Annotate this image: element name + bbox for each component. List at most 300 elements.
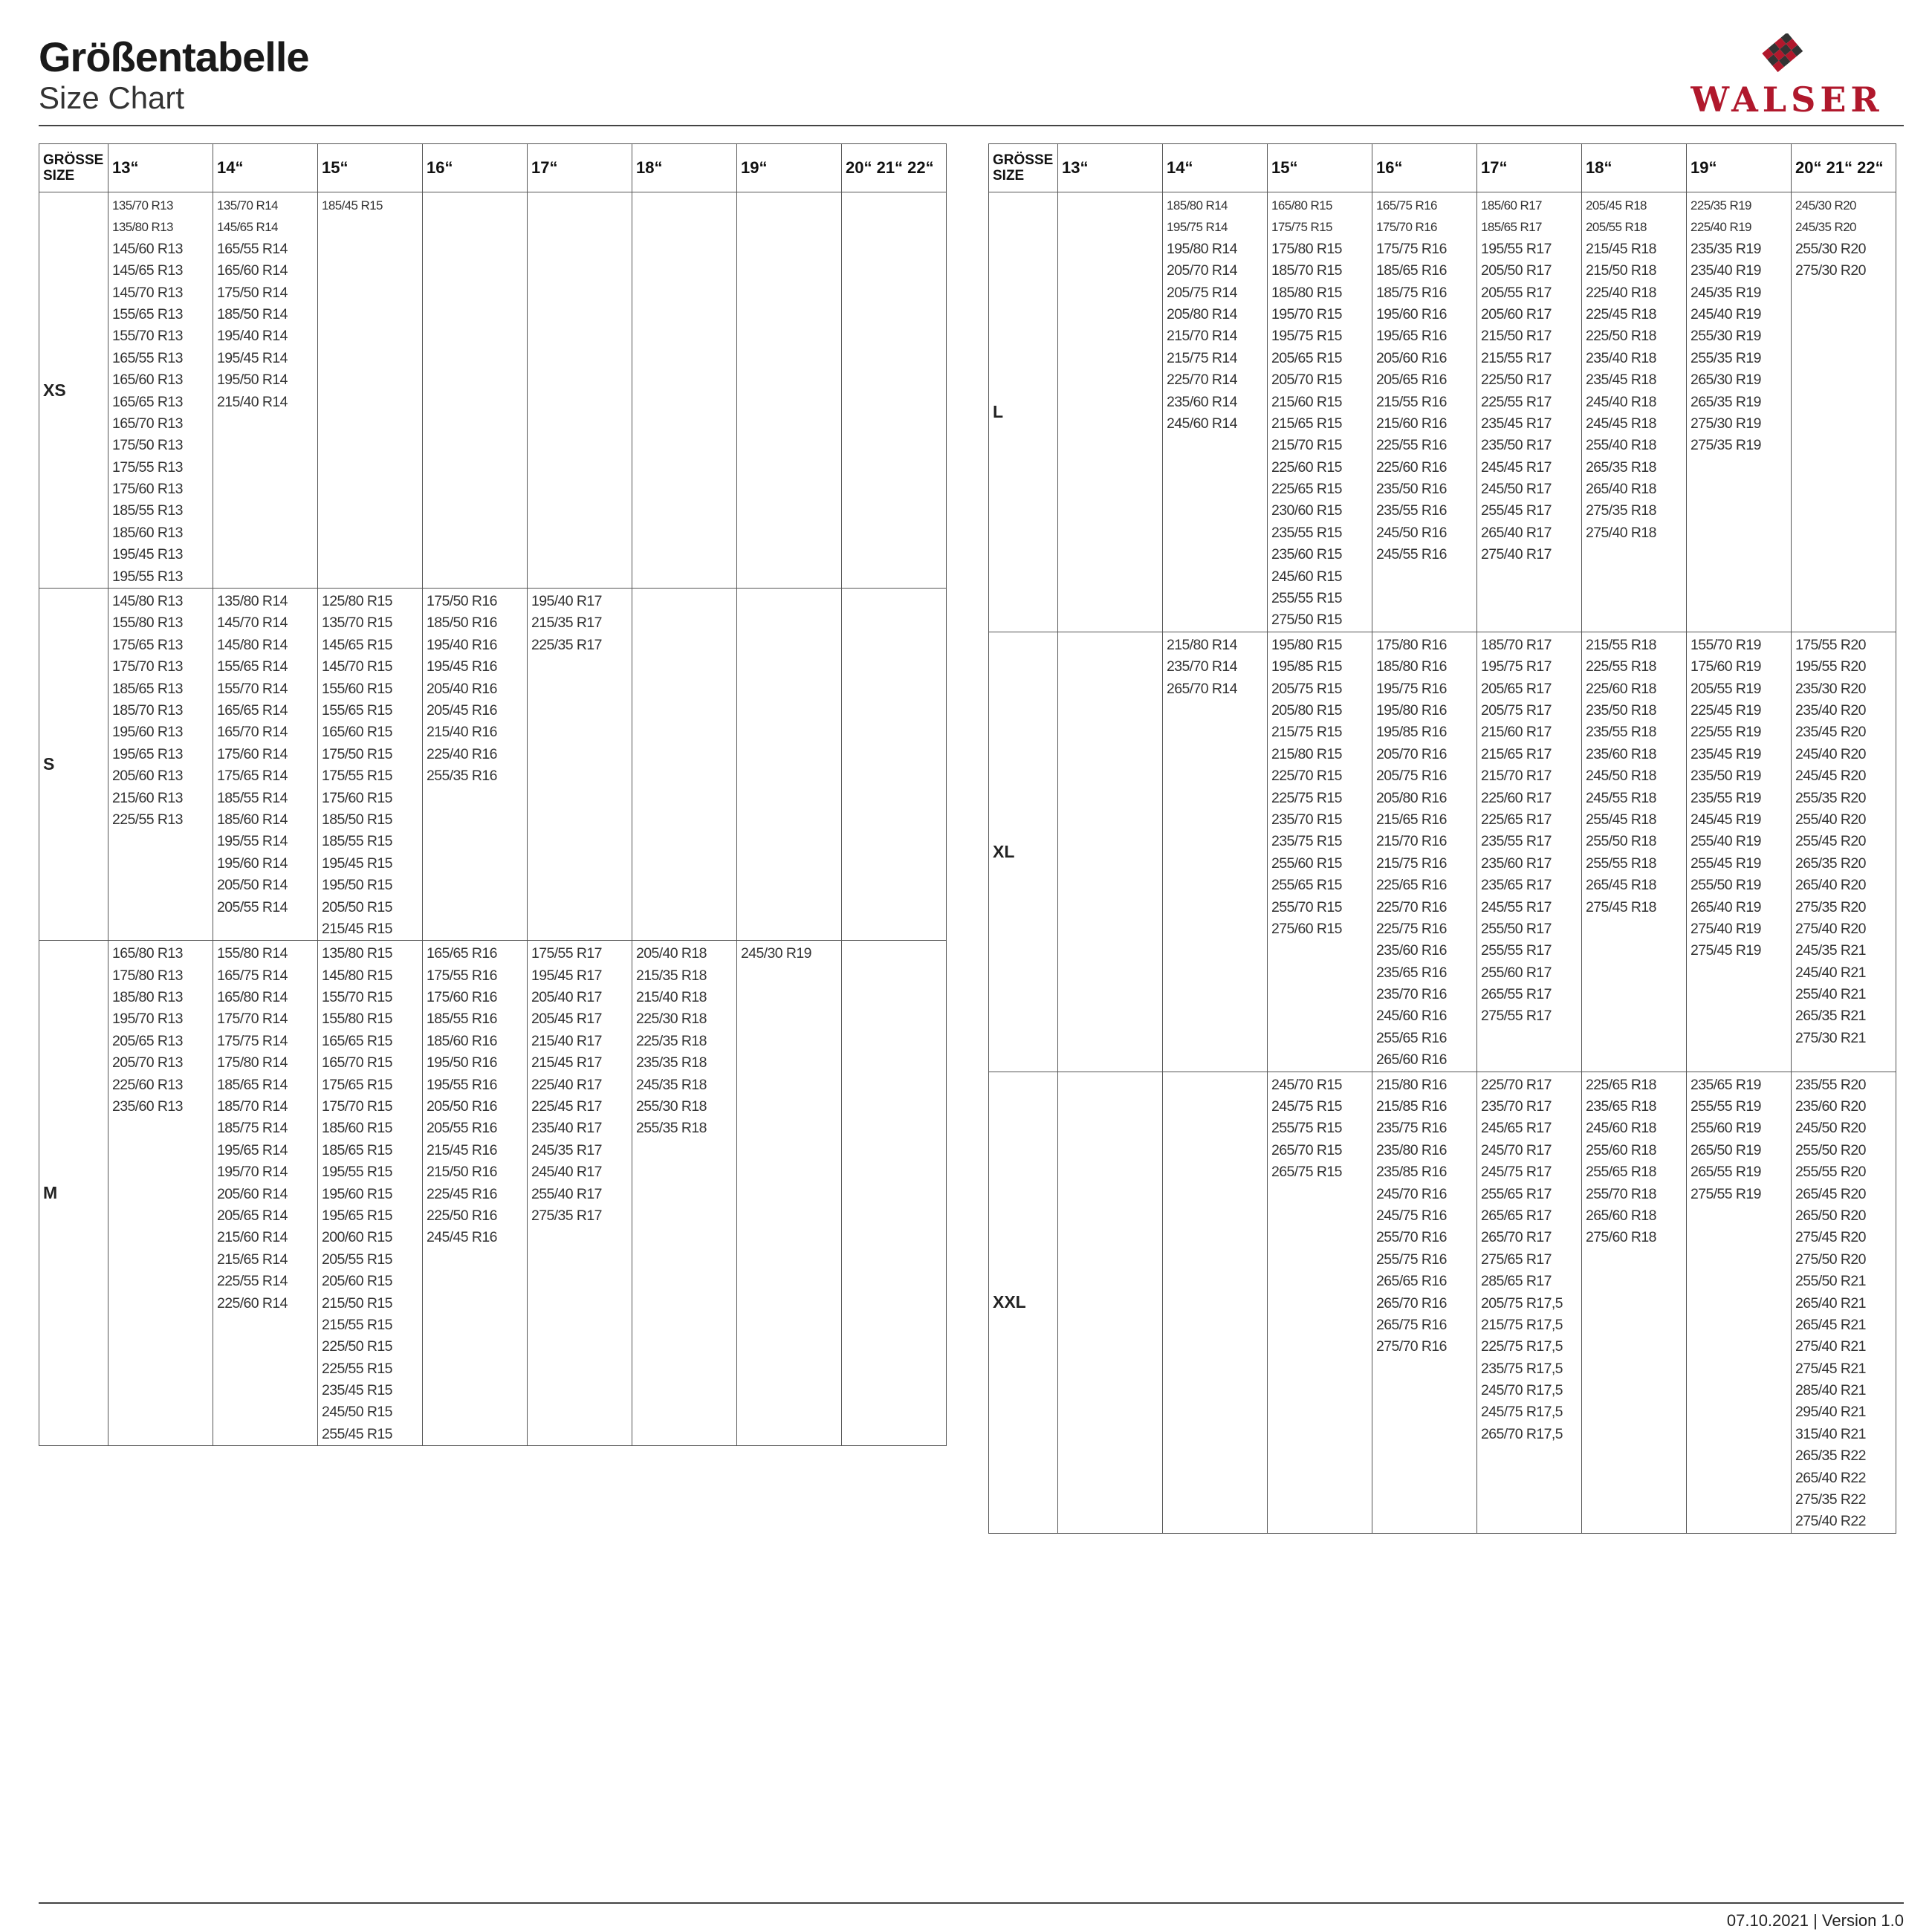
tire-size: 265/40 R22 <box>1795 1469 1866 1486</box>
tire-size: 295/40 R21 <box>1795 1404 1866 1421</box>
tire-size: 255/45 R19 <box>1690 855 1761 872</box>
tire-size: 245/50 R18 <box>1586 768 1656 785</box>
tire-size: 245/65 R17 <box>1481 1120 1552 1137</box>
size-label: L <box>989 192 1058 632</box>
table-cell <box>1792 1072 1896 1533</box>
tire-size: 265/35 R18 <box>1586 458 1656 476</box>
tire-size: 285/65 R17 <box>1481 1273 1552 1290</box>
tire-size: 215/40 R16 <box>427 724 497 741</box>
tire-size: 195/55 R16 <box>427 1076 497 1093</box>
tire-size: 235/75 R17,5 <box>1481 1360 1563 1377</box>
tire-size: 245/75 R17 <box>1481 1164 1552 1181</box>
tire-size: 235/60 R20 <box>1795 1098 1866 1115</box>
tire-size: 195/55 R20 <box>1795 658 1866 675</box>
tire-size: 215/40 R18 <box>636 989 707 1006</box>
tire-size: 255/50 R17 <box>1481 920 1552 937</box>
tire-size: 185/50 R16 <box>427 615 497 632</box>
tire-size: 265/65 R16 <box>1376 1273 1447 1290</box>
table-row <box>989 192 1896 632</box>
tire-size: 175/65 R15 <box>322 1076 392 1093</box>
tire-size: 145/70 R13 <box>112 284 183 301</box>
tire-size: 275/40 R18 <box>1586 524 1656 541</box>
tire-size: 255/35 R20 <box>1795 789 1866 806</box>
tire-size: 255/40 R19 <box>1690 833 1761 850</box>
tire-size: 225/70 R17 <box>1481 1076 1552 1093</box>
tire-size: 205/75 R17 <box>1481 701 1552 719</box>
tire-size: 205/75 R15 <box>1271 680 1342 697</box>
footer-date-version: 07.10.2021 | Version 1.0 <box>1726 1911 1904 1930</box>
tire-size: 205/65 R16 <box>1376 372 1447 389</box>
table-cell <box>1372 192 1477 632</box>
tire-size: 255/50 R18 <box>1586 833 1656 850</box>
tire-size: 245/35 R20 <box>1795 220 1856 235</box>
tire-size: 245/70 R17,5 <box>1481 1382 1563 1399</box>
tire-size: 195/55 R15 <box>322 1164 392 1181</box>
tire-size: 205/50 R16 <box>427 1098 497 1115</box>
tire-size: 225/65 R15 <box>1271 481 1342 498</box>
tire-size: 245/55 R18 <box>1586 789 1656 806</box>
tire-size: 175/80 R16 <box>1376 636 1447 653</box>
tire-size: 205/80 R16 <box>1376 789 1447 806</box>
tire-size: 225/55 R17 <box>1481 393 1552 410</box>
tire-size: 255/35 R19 <box>1690 349 1761 366</box>
header-row <box>989 144 1896 192</box>
tire-size: 195/65 R15 <box>322 1207 392 1224</box>
tire-size: 215/35 R18 <box>636 967 707 984</box>
tire-size: 235/60 R18 <box>1586 745 1656 762</box>
tire-size: 235/60 R17 <box>1481 855 1552 872</box>
tire-size: 245/75 R17,5 <box>1481 1404 1563 1421</box>
tire-size: 215/65 R16 <box>1376 811 1447 828</box>
rim-column-header: 19“ <box>1687 144 1792 192</box>
table-cell <box>528 589 632 941</box>
tire-size: 135/70 R14 <box>217 198 278 213</box>
tire-size: 235/40 R20 <box>1795 701 1866 719</box>
tire-size: 205/55 R17 <box>1481 284 1552 301</box>
tire-size: 235/40 R19 <box>1690 262 1761 279</box>
tire-size: 265/40 R17 <box>1481 524 1552 541</box>
tire-size: 245/50 R17 <box>1481 481 1552 498</box>
table-row <box>39 589 947 941</box>
tire-size: 225/55 R16 <box>1376 437 1447 454</box>
tire-size: 275/30 R21 <box>1795 1029 1866 1046</box>
tire-size: 225/60 R18 <box>1586 680 1656 697</box>
tire-size: 195/75 R17 <box>1481 658 1552 675</box>
tire-size: 185/55 R16 <box>427 1011 497 1028</box>
tire-size: 275/70 R16 <box>1376 1338 1447 1355</box>
tire-size: 195/60 R16 <box>1376 305 1447 322</box>
tire-size: 245/45 R18 <box>1586 415 1656 432</box>
tire-size: 245/35 R18 <box>636 1076 707 1093</box>
tire-size: 265/45 R21 <box>1795 1316 1866 1333</box>
tire-size: 165/70 R15 <box>322 1054 392 1072</box>
tire-size: 245/30 R19 <box>741 945 811 962</box>
tire-size: 245/50 R20 <box>1795 1120 1866 1137</box>
tire-size: 185/75 R16 <box>1376 284 1447 301</box>
tire-size: 185/65 R13 <box>112 680 183 697</box>
rim-column-header: 14“ <box>1163 144 1268 192</box>
tire-size: 215/75 R15 <box>1271 724 1342 741</box>
tire-size: 185/60 R15 <box>322 1120 392 1137</box>
tire-size: 135/70 R13 <box>112 198 173 213</box>
tire-size: 265/35 R20 <box>1795 855 1866 872</box>
tire-size: 265/40 R18 <box>1586 481 1656 498</box>
tire-size: 235/55 R16 <box>1376 502 1447 519</box>
size-chart-table-l-xl-xxl <box>988 143 1896 1534</box>
tire-size: 195/85 R15 <box>1271 658 1342 675</box>
tire-size: 225/50 R16 <box>427 1207 497 1224</box>
tire-size: 265/70 R17 <box>1481 1229 1552 1246</box>
tire-size: 205/45 R18 <box>1586 198 1647 213</box>
tire-size: 255/55 R18 <box>1586 855 1656 872</box>
tire-size: 255/45 R20 <box>1795 833 1866 850</box>
tire-size: 195/55 R17 <box>1481 240 1552 257</box>
size-header-line: SIZE <box>993 168 1025 184</box>
tire-size: 215/75 R14 <box>1167 349 1237 366</box>
tire-size: 155/60 R15 <box>322 680 392 697</box>
table-cell <box>1163 1072 1268 1533</box>
tire-size: 135/70 R15 <box>322 615 392 632</box>
tire-size: 255/40 R18 <box>1586 437 1656 454</box>
size-label: S <box>39 589 108 941</box>
tire-size: 205/50 R17 <box>1481 262 1552 279</box>
tire-size: 135/80 R13 <box>112 220 173 235</box>
tire-size: 225/45 R17 <box>531 1098 602 1115</box>
tire-size: 255/30 R19 <box>1690 328 1761 345</box>
tire-size: 185/55 R13 <box>112 502 183 519</box>
tire-size: 225/50 R15 <box>322 1338 392 1355</box>
rim-column-header: 17“ <box>528 144 632 192</box>
tire-size: 215/80 R14 <box>1167 636 1237 653</box>
tire-size: 225/70 R15 <box>1271 768 1342 785</box>
tire-size: 205/65 R13 <box>112 1032 183 1049</box>
tire-size: 155/70 R15 <box>322 989 392 1006</box>
tire-size: 225/55 R19 <box>1690 724 1761 741</box>
rim-column-header: 20“ 21“ 22“ <box>1792 144 1896 192</box>
table-cell <box>108 941 213 1446</box>
tire-size: 245/55 R17 <box>1481 898 1552 915</box>
table-cell <box>213 192 318 589</box>
tire-size: 175/70 R13 <box>112 658 183 675</box>
tire-size: 205/45 R17 <box>531 1011 602 1028</box>
tire-size: 175/60 R19 <box>1690 658 1761 675</box>
tire-size: 185/65 R14 <box>217 1076 288 1093</box>
rim-column-header: 19“ <box>737 144 842 192</box>
rim-column-header: 15“ <box>1268 144 1372 192</box>
table-cell <box>1582 192 1687 632</box>
tire-size: 175/70 R15 <box>322 1098 392 1115</box>
tire-size: 185/80 R16 <box>1376 658 1447 675</box>
tire-size: 165/65 R13 <box>112 393 183 410</box>
tire-size: 195/45 R13 <box>112 546 183 563</box>
tire-size: 145/80 R14 <box>217 636 288 653</box>
tire-size: 265/45 R20 <box>1795 1185 1866 1202</box>
table-cell <box>1477 1072 1582 1533</box>
tire-size: 215/45 R16 <box>427 1141 497 1158</box>
tire-size: 245/60 R18 <box>1586 1120 1656 1137</box>
table-cell <box>1058 1072 1163 1533</box>
table-cell <box>1163 192 1268 632</box>
tire-size: 235/50 R16 <box>1376 481 1447 498</box>
tire-size: 215/50 R15 <box>322 1294 392 1312</box>
table-cell <box>1582 632 1687 1072</box>
tire-size: 135/80 R15 <box>322 945 392 962</box>
tire-size: 275/40 R20 <box>1795 920 1866 937</box>
tire-size: 195/65 R14 <box>217 1141 288 1158</box>
tire-size: 255/60 R18 <box>1586 1141 1656 1158</box>
tire-size: 245/75 R16 <box>1376 1207 1447 1224</box>
tire-size: 235/55 R17 <box>1481 833 1552 850</box>
tire-size: 195/80 R16 <box>1376 701 1447 719</box>
tire-size: 215/40 R14 <box>217 393 288 410</box>
tire-size: 255/75 R16 <box>1376 1251 1447 1268</box>
tire-size: 145/80 R15 <box>322 967 392 984</box>
tire-size: 265/50 R20 <box>1795 1207 1866 1224</box>
tire-size: 175/60 R14 <box>217 745 288 762</box>
table-cell <box>1163 632 1268 1072</box>
tire-size: 275/45 R19 <box>1690 942 1761 959</box>
tire-size: 215/75 R16 <box>1376 855 1447 872</box>
rim-column-header: 14“ <box>213 144 318 192</box>
tire-size: 205/75 R14 <box>1167 284 1237 301</box>
tire-size: 265/50 R19 <box>1690 1141 1761 1158</box>
tire-size: 185/65 R16 <box>1376 262 1447 279</box>
tire-size: 265/45 R18 <box>1586 877 1656 894</box>
tire-size: 255/65 R15 <box>1271 877 1342 894</box>
tire-size: 205/80 R14 <box>1167 305 1237 322</box>
tire-size: 235/45 R20 <box>1795 724 1866 741</box>
tire-size: 175/50 R13 <box>112 437 183 454</box>
tire-size: 195/50 R14 <box>217 372 288 389</box>
table-cell <box>1372 632 1477 1072</box>
tire-size: 225/50 R17 <box>1481 372 1552 389</box>
tire-size: 215/35 R17 <box>531 615 602 632</box>
tire-size: 225/75 R16 <box>1376 920 1447 937</box>
tire-size: 235/55 R19 <box>1690 789 1761 806</box>
tire-size: 225/60 R17 <box>1481 789 1552 806</box>
tire-size: 185/80 R13 <box>112 989 183 1006</box>
tire-size: 205/65 R17 <box>1481 680 1552 697</box>
tire-size: 205/75 R16 <box>1376 768 1447 785</box>
tire-size: 245/60 R16 <box>1376 1008 1447 1025</box>
brand-wordmark: WALSER <box>1690 80 1884 120</box>
tire-size: 195/40 R14 <box>217 328 288 345</box>
tire-size: 255/55 R20 <box>1795 1164 1866 1181</box>
table-cell <box>632 589 737 941</box>
table-cell <box>737 941 842 1446</box>
tire-size: 195/65 R13 <box>112 745 183 762</box>
table-cell <box>1058 192 1163 632</box>
tire-size: 255/45 R17 <box>1481 502 1552 519</box>
tire-size: 255/65 R16 <box>1376 1029 1447 1046</box>
tire-size: 215/60 R15 <box>1271 393 1342 410</box>
tire-size: 175/55 R15 <box>322 768 392 785</box>
tire-size: 175/75 R16 <box>1376 240 1447 257</box>
table-cell <box>1477 192 1582 632</box>
tire-size: 235/60 R13 <box>112 1098 183 1115</box>
tire-size: 245/45 R17 <box>1481 458 1552 476</box>
tire-size: 235/85 R16 <box>1376 1164 1447 1181</box>
table-row <box>989 632 1896 1072</box>
tire-size: 275/60 R15 <box>1271 920 1342 937</box>
tire-size: 185/65 R17 <box>1481 220 1542 235</box>
tire-size: 175/55 R17 <box>531 945 602 962</box>
tire-size: 275/40 R17 <box>1481 546 1552 563</box>
tire-size: 235/70 R16 <box>1376 986 1447 1003</box>
header-divider <box>39 125 1904 126</box>
table-cell <box>108 589 213 941</box>
tire-size: 155/70 R19 <box>1690 636 1761 653</box>
tire-size: 175/80 R14 <box>217 1054 288 1072</box>
table-cell <box>1792 632 1896 1072</box>
table-cell <box>842 192 947 589</box>
tire-size: 225/30 R18 <box>636 1011 707 1028</box>
tire-size: 175/60 R15 <box>322 789 392 806</box>
table-cell <box>737 589 842 941</box>
tire-size: 185/75 R14 <box>217 1120 288 1137</box>
tire-size: 195/45 R14 <box>217 349 288 366</box>
tire-size: 195/60 R14 <box>217 855 288 872</box>
tire-size: 205/50 R15 <box>322 898 392 915</box>
tire-size: 185/60 R17 <box>1481 198 1542 213</box>
tire-size: 205/60 R17 <box>1481 305 1552 322</box>
tire-size: 155/65 R13 <box>112 305 183 322</box>
table-cell <box>1058 632 1163 1072</box>
tire-size: 215/75 R17,5 <box>1481 1316 1563 1333</box>
tire-size: 255/70 R15 <box>1271 898 1342 915</box>
tire-size: 215/65 R17 <box>1481 745 1552 762</box>
tire-size: 235/60 R15 <box>1271 546 1342 563</box>
tire-size: 165/80 R15 <box>1271 198 1332 213</box>
tire-size: 165/65 R16 <box>427 945 497 962</box>
tire-size: 205/70 R13 <box>112 1054 183 1072</box>
tire-size: 275/40 R22 <box>1795 1513 1866 1530</box>
tire-size: 225/70 R14 <box>1167 372 1237 389</box>
tire-size: 255/35 R16 <box>427 768 497 785</box>
tire-size: 175/50 R14 <box>217 284 288 301</box>
tire-size: 165/75 R14 <box>217 967 288 984</box>
table-cell <box>1477 632 1582 1072</box>
size-chart-table-xs-s-m <box>39 143 947 1446</box>
tire-size: 215/70 R15 <box>1271 437 1342 454</box>
tire-size: 245/45 R19 <box>1690 811 1761 828</box>
tire-size: 225/35 R18 <box>636 1032 707 1049</box>
rim-column-header: 17“ <box>1477 144 1582 192</box>
tire-size: 275/30 R20 <box>1795 262 1866 279</box>
tire-size: 195/70 R13 <box>112 1011 183 1028</box>
tire-size: 145/60 R13 <box>112 240 183 257</box>
tire-size: 245/40 R19 <box>1690 305 1761 322</box>
tire-size: 205/65 R14 <box>217 1207 288 1224</box>
tire-size: 165/80 R13 <box>112 945 183 962</box>
size-label: M <box>39 941 108 1446</box>
tire-size: 225/40 R19 <box>1690 220 1751 235</box>
tire-size: 255/35 R18 <box>636 1120 707 1137</box>
tire-size: 195/75 R15 <box>1271 328 1342 345</box>
tire-size: 195/60 R13 <box>112 724 183 741</box>
tire-size: 275/35 R20 <box>1795 898 1866 915</box>
tire-size: 235/45 R18 <box>1586 372 1656 389</box>
tire-size: 225/65 R16 <box>1376 877 1447 894</box>
tire-size: 265/55 R17 <box>1481 986 1552 1003</box>
tire-size: 215/55 R16 <box>1376 393 1447 410</box>
tire-size: 195/45 R17 <box>531 967 602 984</box>
tire-size: 185/50 R15 <box>322 811 392 828</box>
tire-size: 245/35 R17 <box>531 1141 602 1158</box>
tire-size: 215/40 R17 <box>531 1032 602 1049</box>
tire-size: 225/35 R17 <box>531 636 602 653</box>
tire-size: 235/65 R19 <box>1690 1076 1761 1093</box>
size-column-header <box>989 144 1058 192</box>
tire-size: 185/80 R15 <box>1271 284 1342 301</box>
tire-size: 215/60 R17 <box>1481 724 1552 741</box>
tire-size: 195/75 R16 <box>1376 680 1447 697</box>
size-label: XS <box>39 192 108 589</box>
tire-size: 235/65 R18 <box>1586 1098 1656 1115</box>
table-cell <box>1687 192 1792 632</box>
tire-size: 145/65 R13 <box>112 262 183 279</box>
page-subtitle: Size Chart <box>39 80 185 115</box>
tire-size: 155/80 R15 <box>322 1011 392 1028</box>
page-title: Größentabelle <box>39 33 309 80</box>
tire-size: 245/45 R20 <box>1795 768 1866 785</box>
table-cell <box>318 589 423 941</box>
tire-size: 195/45 R15 <box>322 855 392 872</box>
tire-size: 145/70 R14 <box>217 615 288 632</box>
tire-size: 195/50 R15 <box>322 877 392 894</box>
tire-size: 195/85 R16 <box>1376 724 1447 741</box>
tire-size: 165/60 R13 <box>112 372 183 389</box>
tire-size: 225/60 R16 <box>1376 458 1447 476</box>
checkered-flag-icon <box>1676 33 1899 85</box>
tire-size: 225/45 R18 <box>1586 305 1656 322</box>
tire-size: 175/55 R20 <box>1795 636 1866 653</box>
tire-size: 195/75 R14 <box>1167 220 1228 235</box>
tire-size: 205/40 R16 <box>427 680 497 697</box>
tire-size: 245/75 R15 <box>1271 1098 1342 1115</box>
tire-size: 195/65 R16 <box>1376 328 1447 345</box>
tire-size: 185/70 R17 <box>1481 636 1552 653</box>
table-row <box>39 192 947 589</box>
tire-size: 185/55 R14 <box>217 789 288 806</box>
tire-size: 255/55 R17 <box>1481 942 1552 959</box>
tire-size: 265/65 R17 <box>1481 1207 1552 1224</box>
tire-size: 165/65 R14 <box>217 701 288 719</box>
rim-column-header: 16“ <box>1372 144 1477 192</box>
size-header-line: SIZE <box>43 168 75 184</box>
table-cell <box>1687 1072 1792 1533</box>
tire-size: 255/50 R21 <box>1795 1273 1866 1290</box>
tire-size: 175/65 R13 <box>112 636 183 653</box>
tire-size: 255/60 R17 <box>1481 964 1552 981</box>
tire-size: 145/65 R14 <box>217 220 278 235</box>
size-column-header <box>39 144 108 192</box>
tire-size: 265/30 R19 <box>1690 372 1761 389</box>
tire-size: 235/75 R15 <box>1271 833 1342 850</box>
table-cell <box>423 589 528 941</box>
tire-size: 255/30 R18 <box>636 1098 707 1115</box>
tire-size: 215/60 R14 <box>217 1229 288 1246</box>
tire-size: 215/80 R15 <box>1271 745 1342 762</box>
tire-size: 215/55 R15 <box>322 1316 392 1333</box>
tire-size: 245/40 R17 <box>531 1164 602 1181</box>
tire-size: 215/65 R15 <box>1271 415 1342 432</box>
tire-size: 175/60 R13 <box>112 481 183 498</box>
tire-size: 185/60 R14 <box>217 811 288 828</box>
tire-size: 185/70 R14 <box>217 1098 288 1115</box>
tire-size: 245/40 R21 <box>1795 964 1866 981</box>
tire-size: 255/45 R15 <box>322 1425 392 1442</box>
